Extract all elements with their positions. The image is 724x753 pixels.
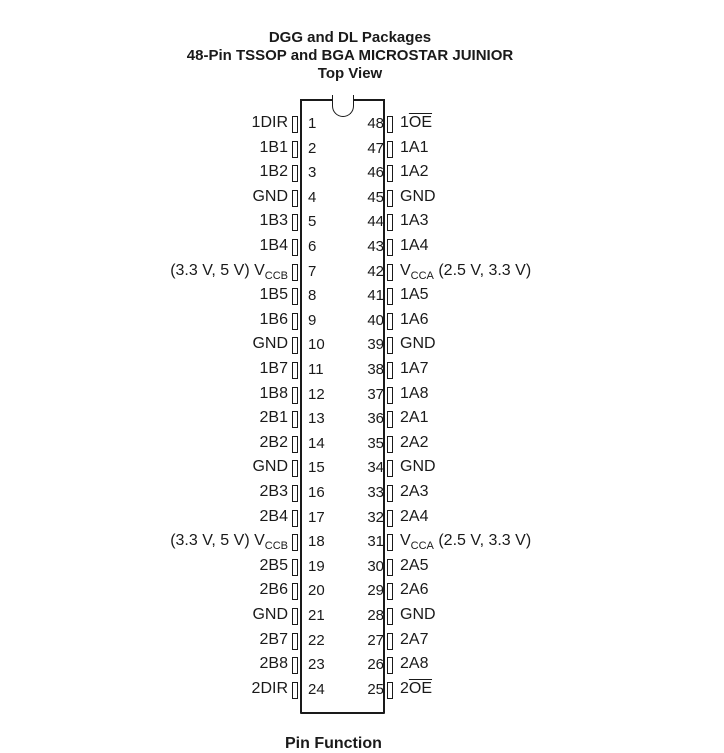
pin-label — [400, 212, 428, 230]
pin-number: 28 — [367, 607, 384, 624]
pin-name: 2B4 — [259, 507, 288, 525]
pin-name: 1A5 — [400, 286, 429, 304]
pin-voltage-note: (3.3 V, 5 V) — [170, 532, 255, 550]
pin-name: V — [400, 532, 411, 550]
pin-number: 38 — [367, 361, 384, 378]
pin-label — [400, 434, 428, 452]
pin-lead — [387, 485, 393, 502]
pin-lead — [387, 190, 393, 207]
pin-label — [400, 409, 428, 427]
pin-lead — [387, 633, 393, 650]
pin-lead — [292, 633, 298, 650]
pin-lead — [387, 682, 393, 699]
pin-label — [260, 434, 288, 452]
pin-name: 2A3 — [400, 483, 429, 500]
pin-lead — [292, 239, 298, 256]
pin-name: 2DIR — [251, 679, 288, 697]
pin-lead — [292, 264, 298, 281]
pin-lead — [292, 387, 298, 404]
pin-label — [260, 655, 288, 673]
pin-number: 17 — [308, 508, 325, 526]
pin-number: 41 — [367, 287, 384, 305]
pin-number: 19 — [308, 557, 325, 575]
section-heading: Pin Function — [285, 735, 382, 752]
pin-number: 42 — [367, 262, 384, 280]
pin-number: 1 — [308, 115, 317, 132]
pin-number: 13 — [308, 410, 325, 428]
pin-label — [400, 163, 428, 181]
pin-label — [400, 139, 428, 157]
pin-number: 6 — [308, 238, 317, 255]
pin-subscript: CCB — [264, 540, 288, 553]
pin-name: V — [254, 261, 265, 279]
pin-label — [400, 311, 428, 329]
pin-label — [400, 114, 432, 132]
pin-number: 23 — [308, 656, 325, 674]
pin-lead — [292, 559, 298, 576]
pin-name: 1B7 — [259, 360, 288, 377]
pin-name: 1A6 — [400, 310, 429, 328]
pin-number: 11 — [308, 361, 324, 378]
pin-voltage-note: (2.5 V, 3.3 V) — [433, 261, 532, 279]
diagram-title: DGG and DL Packages — [268, 29, 432, 46]
pin-label — [400, 286, 428, 304]
pin-lead — [292, 436, 298, 453]
pin-name: 2A2 — [400, 433, 429, 451]
pin-lead — [387, 165, 393, 182]
pin-number: 24 — [308, 680, 325, 698]
pin-name: 2B2 — [259, 433, 288, 451]
pin-label — [400, 237, 428, 255]
pin-name: 2A1 — [400, 409, 429, 427]
pin-name: GND — [252, 187, 288, 205]
pin-number: 33 — [367, 484, 384, 501]
pin-number: 31 — [367, 533, 384, 551]
pin-name: GND — [252, 606, 288, 623]
pin-lead — [387, 214, 393, 231]
pin-lead — [387, 337, 393, 354]
pin-number: 18 — [308, 533, 325, 551]
pin-label — [400, 188, 436, 206]
pin-active-low: $\overline{OE}$ — [408, 679, 433, 697]
pin-label — [400, 581, 428, 599]
pin1-notch — [332, 95, 354, 117]
pin-lead — [387, 387, 393, 404]
pin-number: 4 — [308, 188, 317, 206]
pin-name: V — [400, 261, 411, 279]
pin-name: GND — [252, 458, 288, 476]
pin-lead — [387, 141, 393, 158]
pin-number: 7 — [308, 262, 317, 280]
pin-label — [260, 557, 288, 575]
pin-lead — [387, 583, 393, 600]
pin-name: 1 — [400, 114, 409, 131]
pin-name: 2A8 — [400, 655, 429, 673]
pin-number: 45 — [367, 188, 384, 206]
pin-name: 2 — [400, 679, 409, 697]
pin-number: 22 — [308, 631, 325, 649]
pin-number: 47 — [367, 139, 384, 157]
pin-number: 44 — [367, 213, 384, 231]
pin-lead — [292, 313, 298, 330]
pin-lead — [387, 510, 393, 527]
pin-voltage-note: (3.3 V, 5 V) — [170, 261, 255, 279]
pin-number: 26 — [367, 656, 384, 674]
pin-name: 1DIR — [251, 114, 288, 131]
pin-number: 20 — [308, 582, 325, 600]
pin-lead — [292, 411, 298, 428]
pin-name: 1A3 — [400, 212, 429, 230]
pin-name: GND — [400, 187, 436, 205]
pin-number: 25 — [367, 680, 384, 698]
pin-name: 2A5 — [400, 556, 429, 574]
pin-name: GND — [400, 606, 436, 623]
pin-name: GND — [400, 458, 436, 476]
pin-lead — [292, 583, 298, 600]
pin-label — [260, 237, 288, 255]
pin-label — [252, 114, 288, 132]
pin-label — [260, 631, 288, 649]
pin-label — [400, 262, 531, 280]
pin-name: 2B1 — [259, 409, 288, 427]
pin-label — [260, 212, 288, 230]
pin-subscript: CCA — [410, 269, 434, 282]
pin-lead — [292, 485, 298, 502]
pin-lead — [292, 510, 298, 527]
pin-number: 34 — [367, 459, 384, 477]
pin-lead — [387, 534, 393, 551]
pin-lead — [387, 657, 393, 674]
pin-label — [400, 680, 432, 698]
pin-label — [260, 360, 288, 378]
pin-label — [252, 458, 288, 476]
pin-number: 29 — [367, 582, 384, 600]
pin-lead — [292, 116, 298, 133]
pin-number: 3 — [308, 164, 317, 182]
pin-number: 48 — [367, 115, 384, 132]
diagram-view-label: Top View — [317, 65, 383, 82]
pin-lead — [292, 165, 298, 182]
pin-lead — [292, 214, 298, 231]
pin-number: 10 — [308, 336, 325, 354]
pin-lead — [292, 534, 298, 551]
pin-lead — [387, 362, 393, 379]
pin-voltage-note: (2.5 V, 3.3 V) — [433, 532, 532, 550]
pin-name: 1A7 — [400, 360, 429, 377]
pin-name: 1A2 — [400, 163, 429, 181]
pin-number: 16 — [308, 484, 325, 501]
pin-label — [260, 139, 288, 157]
pin-label — [170, 532, 288, 553]
pin-number: 36 — [367, 410, 384, 428]
pin-lead — [292, 362, 298, 379]
pin-number: 37 — [367, 385, 384, 403]
pin-lead — [387, 436, 393, 453]
pin-number: 27 — [367, 631, 384, 649]
pin-number: 40 — [367, 311, 384, 329]
pin-name: GND — [400, 335, 436, 353]
pin-label — [260, 409, 288, 427]
pin-label — [260, 508, 288, 526]
pin-name: 1B5 — [259, 286, 288, 304]
pin-lead — [387, 116, 393, 133]
pin-label — [400, 385, 428, 403]
pin-name: 2B7 — [259, 630, 288, 648]
pin-label — [400, 360, 428, 378]
pin-label — [260, 581, 288, 599]
pin-label — [400, 557, 428, 575]
pin-name: 2B8 — [259, 655, 288, 673]
pin-label — [400, 532, 532, 553]
pin-number: 30 — [367, 557, 384, 575]
pin-lead — [387, 608, 393, 625]
pin-name: 1A4 — [400, 237, 429, 254]
pin-lead — [387, 239, 393, 256]
pin-name: 2B5 — [259, 556, 288, 574]
diagram-subtitle: 48-Pin TSSOP and BGA MICROSTAR JUINIOR — [186, 47, 514, 64]
pin-label — [252, 680, 288, 698]
pin-lead — [292, 141, 298, 158]
pin-name: 1B1 — [259, 138, 288, 156]
pin-number: 43 — [367, 238, 384, 255]
pin-lead — [292, 190, 298, 207]
pin-label — [400, 631, 428, 649]
pin-label — [400, 335, 436, 353]
pin-label — [400, 508, 428, 526]
pin-label — [252, 606, 288, 624]
pin-label — [252, 188, 288, 206]
pin-active-low: $\overline{OE}$ — [408, 114, 433, 131]
pin-label — [170, 262, 288, 280]
pin-number: 5 — [308, 213, 317, 231]
pin-number: 2 — [308, 139, 317, 157]
pin-name: 1B3 — [259, 212, 288, 230]
pin-label — [260, 163, 288, 181]
pin-name: 1B8 — [259, 384, 288, 402]
pin-label — [400, 655, 428, 673]
pin-lead — [292, 288, 298, 305]
pin-number: 21 — [308, 607, 325, 624]
pin-name: 2B3 — [259, 483, 288, 500]
pin-label — [260, 385, 288, 403]
pin-label — [400, 606, 436, 624]
pin-number: 35 — [367, 434, 384, 452]
pin-lead — [292, 337, 298, 354]
pin-number: 39 — [367, 336, 384, 354]
pin-subscript: CCA — [410, 540, 434, 553]
pin-lead — [387, 288, 393, 305]
pin-name: 2B6 — [259, 581, 288, 599]
pin-name: GND — [252, 335, 288, 353]
pin-lead — [292, 608, 298, 625]
pin-name: 1B4 — [259, 237, 288, 254]
pin-lead — [387, 313, 393, 330]
pin-lead — [292, 460, 298, 477]
pin-label — [400, 483, 428, 501]
pin-name: 2A4 — [400, 507, 429, 525]
pin-name: 1B2 — [259, 163, 288, 181]
pin-name: 1B6 — [259, 310, 288, 328]
pin-name: 1A1 — [400, 138, 429, 156]
pin-name: 2A6 — [400, 581, 429, 599]
pin-name: V — [254, 532, 265, 550]
pin-number: 32 — [367, 508, 384, 526]
pin-number: 46 — [367, 164, 384, 182]
pin-number: 15 — [308, 459, 325, 477]
pin-number: 8 — [308, 287, 317, 305]
pin-number: 9 — [308, 311, 317, 329]
pin-label — [260, 483, 288, 501]
pin-lead — [387, 411, 393, 428]
pin-lead — [292, 657, 298, 674]
pin-label — [260, 311, 288, 329]
pin-name: 2A7 — [400, 630, 429, 648]
pin-number: 14 — [308, 434, 325, 452]
pin-number: 12 — [308, 385, 325, 403]
pin-name: 1A8 — [400, 384, 429, 402]
pin-lead — [387, 460, 393, 477]
pin-lead — [387, 264, 393, 281]
pin-label — [252, 335, 288, 353]
pin-label — [260, 286, 288, 304]
pin-label — [400, 458, 436, 476]
pin-lead — [387, 559, 393, 576]
pin-lead — [292, 682, 298, 699]
pin-subscript: CCB — [264, 269, 288, 282]
